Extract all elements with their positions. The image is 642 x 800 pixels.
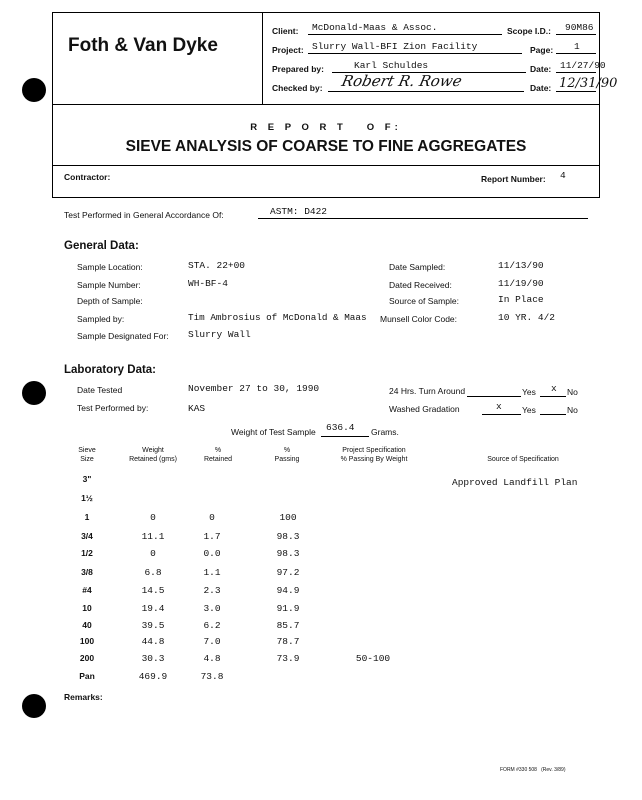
cell-sieve: 10 — [82, 603, 92, 613]
col-header-spec-line1: Project Specification — [342, 447, 406, 454]
cell-weight: 469.9 — [138, 671, 168, 682]
cell-sieve: 1 — [84, 512, 90, 522]
page-underline — [556, 53, 596, 54]
designated-label: Sample Designated For: — [77, 331, 169, 341]
col-header-sieve — [70, 446, 104, 464]
sample-number-value: WH-BF-4 — [188, 278, 228, 289]
cell-sieve: 3/8 — [81, 567, 93, 577]
performed-by-label: Test Performed by: — [77, 403, 149, 413]
col-header-weight-line2: Retained (gms) — [129, 456, 177, 463]
cell-retained: 1.1 — [203, 567, 221, 578]
cell-sieve: 200 — [79, 653, 95, 663]
cell-passing: 78.7 — [276, 636, 300, 647]
company-name: Foth & Van Dyke — [68, 35, 218, 56]
cell-sieve: #4 — [82, 585, 92, 595]
col-header-sieve-line2: Size — [80, 456, 94, 463]
col-header-passing — [264, 446, 310, 464]
frame-right-line — [599, 12, 600, 198]
title-bottom-line — [52, 165, 600, 166]
col-header-sieve-line1: Sieve — [78, 447, 96, 454]
sample-location-label: Sample Location: — [77, 262, 143, 272]
munsell-label: Munsell Color Code: — [380, 314, 458, 324]
cell-retained: 7.0 — [203, 636, 221, 647]
report-number-value: 4 — [560, 170, 566, 181]
washed-label: Washed Gradation — [389, 404, 460, 414]
cell-passing: 73.9 — [276, 653, 300, 664]
col-header-retained-line1: % — [214, 447, 222, 454]
scope-value: 90M86 — [565, 22, 594, 33]
turnaround-yes-label: Yes — [522, 387, 536, 397]
checked-label: Checked by: — [272, 83, 323, 93]
general-data-heading: General Data: — [64, 240, 139, 252]
cell-weight: 39.5 — [141, 620, 165, 631]
col-header-weight-line1: Weight — [142, 447, 164, 454]
test-standard-underline — [258, 218, 588, 219]
remarks-label: Remarks: — [64, 692, 103, 702]
source-of-spec-value: Approved Landfill Plan — [452, 477, 578, 488]
cell-sieve: 3" — [82, 474, 92, 484]
date-sampled-value: 11/13/90 — [498, 260, 544, 271]
checked-signature: Robert R. Rowe — [340, 72, 464, 90]
turnaround-no-label: No — [567, 387, 578, 397]
sampled-by-label: Sampled by: — [77, 314, 125, 324]
client-underline — [308, 34, 502, 35]
lab-data-heading: Laboratory Data: — [64, 364, 157, 376]
col-header-source — [470, 455, 576, 464]
date2-value: 12/31/90 — [559, 76, 618, 91]
cell-retained: 73.8 — [200, 671, 224, 682]
date1-underline — [556, 72, 596, 73]
cell-retained: 2.3 — [203, 585, 221, 596]
prepared-label: Prepared by: — [272, 64, 324, 74]
munsell-value: 10 YR. 4/2 — [498, 312, 556, 323]
sample-location-value: STA. 22+00 — [188, 260, 246, 271]
turnaround-no-blank — [540, 396, 566, 397]
col-header-spec-line2: % Passing By Weight — [340, 456, 408, 463]
cell-sieve: 100 — [79, 636, 95, 646]
report-title: SIEVE ANALYSIS OF COARSE TO FINE AGGREGATES — [125, 138, 527, 155]
scope-underline — [556, 34, 596, 35]
frame-top-line — [52, 12, 600, 13]
cell-passing: 98.3 — [276, 531, 300, 542]
col-header-source-line1: Source of Specification — [487, 456, 559, 463]
report-of: R E P O R T O F: — [250, 122, 402, 133]
washed-no-blank — [540, 414, 566, 415]
col-header-weight — [118, 446, 188, 464]
source-label: Source of Sample: — [389, 296, 459, 306]
date-tested-label: Date Tested — [77, 385, 123, 395]
cell-weight: 44.8 — [141, 636, 165, 647]
date-tested-value: November 27 to 30, 1990 — [188, 383, 320, 394]
turnaround-label: 24 Hrs. Turn Around — [389, 386, 466, 396]
report-number-label: Report Number: — [481, 174, 546, 184]
sampled-by-value: Tim Ambrosius of McDonald & Maas — [188, 312, 367, 323]
washed-x-mark: x — [496, 401, 502, 412]
cell-retained: 3.0 — [203, 603, 221, 614]
test-standard-value: ASTM: D422 — [270, 206, 328, 217]
project-value: Slurry Wall-BFI Zion Facility — [312, 41, 478, 52]
cell-sieve: 3/4 — [81, 531, 93, 541]
test-performed-label: Test Performed in General Accordance Of: — [64, 210, 224, 220]
client-label: Client: — [272, 26, 299, 36]
date1-label: Date: — [530, 64, 552, 74]
cell-retained: 0 — [209, 512, 215, 523]
grams-label: Grams. — [371, 427, 399, 437]
cell-weight: 0 — [150, 548, 156, 559]
date1-value: 11/27/90 — [560, 60, 606, 71]
depth-label: Depth of Sample: — [77, 296, 143, 306]
contractor-bottom-line — [52, 197, 600, 198]
cell-passing: 97.2 — [276, 567, 300, 578]
date-received-value: 11/19/90 — [498, 278, 544, 289]
washed-no-label: No — [567, 405, 578, 415]
cell-retained: 0.0 — [203, 548, 221, 559]
cell-passing: 85.7 — [276, 620, 300, 631]
col-header-spec — [322, 446, 426, 464]
cell-sieve: 1½ — [81, 493, 93, 503]
cell-weight: 14.5 — [141, 585, 165, 596]
header-divider-line — [262, 12, 263, 104]
page-label: Page: — [530, 45, 554, 55]
turnaround-yes-blank — [467, 396, 521, 397]
cell-weight: 19.4 — [141, 603, 165, 614]
source-value: In Place — [498, 294, 544, 305]
cell-sieve: 40 — [82, 620, 92, 630]
washed-yes-label: Yes — [522, 405, 536, 415]
col-header-retained-line2: Retained — [203, 456, 233, 463]
project-underline — [308, 53, 522, 54]
weight-underline — [321, 436, 369, 437]
cell-weight: 0 — [150, 512, 156, 523]
cell-spec: 50-100 — [355, 653, 391, 664]
performed-by-value: KAS — [188, 403, 206, 414]
header-bottom-line — [52, 104, 600, 105]
cell-retained: 6.2 — [203, 620, 221, 631]
prepared-value: Karl Schuldes — [354, 60, 429, 71]
binder-hole-bottom — [22, 694, 46, 718]
form-footer: FORM #330 508 (Rev. 3/89) — [500, 767, 566, 773]
weight-test-sample-label: Weight of Test Sample — [231, 427, 316, 437]
sample-number-label: Sample Number: — [77, 280, 141, 290]
washed-yes-blank — [482, 414, 521, 415]
binder-hole-top — [22, 78, 46, 102]
col-header-passing-line1: % — [283, 447, 291, 454]
cell-retained: 1.7 — [203, 531, 221, 542]
col-header-passing-line2: Passing — [274, 456, 300, 463]
contractor-label: Contractor: — [64, 172, 111, 182]
date-received-label: Dated Received: — [389, 280, 452, 290]
turnaround-x-mark: x — [551, 383, 557, 394]
cell-passing: 98.3 — [276, 548, 300, 559]
scope-label: Scope I.D.: — [507, 26, 551, 36]
col-header-retained — [195, 446, 241, 464]
page-value: 1 — [574, 41, 580, 52]
binder-hole-middle — [22, 381, 46, 405]
weight-value: 636.4 — [326, 422, 355, 433]
date-sampled-label: Date Sampled: — [389, 262, 446, 272]
cell-weight: 6.8 — [144, 567, 162, 578]
client-value: McDonald-Maas & Assoc. — [312, 22, 438, 33]
project-label: Project: — [272, 45, 304, 55]
date2-label: Date: — [530, 83, 552, 93]
cell-retained: 4.8 — [203, 653, 221, 664]
designated-value: Slurry Wall — [188, 329, 251, 340]
cell-sieve: 1/2 — [81, 548, 93, 558]
cell-sieve: Pan — [79, 671, 95, 681]
cell-weight: 11.1 — [141, 531, 165, 542]
cell-passing: 94.9 — [276, 585, 300, 596]
cell-passing: 91.9 — [276, 603, 300, 614]
cell-passing: 100 — [279, 512, 297, 523]
frame-left-line — [52, 12, 53, 198]
checked-underline — [328, 91, 524, 92]
date2-underline — [556, 91, 596, 92]
cell-weight: 30.3 — [141, 653, 165, 664]
